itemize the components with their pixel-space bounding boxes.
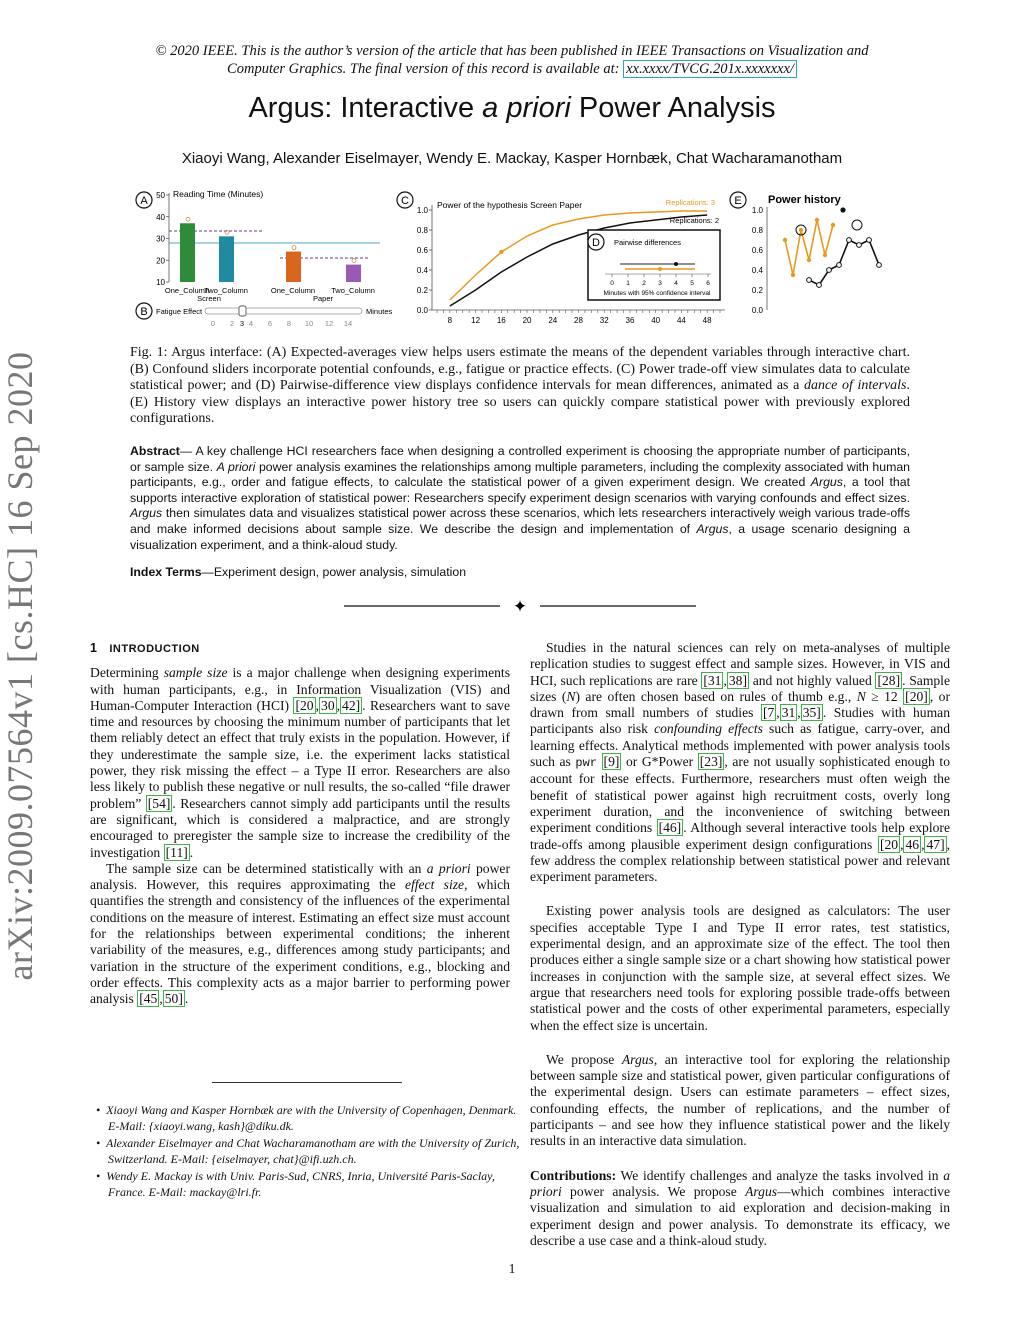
text: and not highly valued [749,672,876,688]
replications-2-label: Replications: 2 [669,216,719,225]
index-terms [130,565,910,579]
text: Determining [90,665,164,681]
history-point-orange [831,223,835,227]
citation-35[interactable]: 35] [802,705,821,721]
history-point-orange [823,253,827,257]
emphasis: Argus [621,1051,654,1067]
index-terms-label: Index Terms [130,565,202,579]
citation-23[interactable]: [23] [699,754,723,770]
left-column [90,640,510,1008]
page-number: 1 [508,1262,516,1277]
d-tick-label: 4 [674,280,678,287]
y-tick-label: 0.6 [751,246,763,255]
history-point-orange [799,228,803,232]
emphasis: a priori [426,860,471,876]
author-list: Xiaoyi Wang, Alexander Eiselmayer, Wendy E. Mackay, Kasper Hornbæk, Chat Wacharamanotham [181,150,843,167]
y-tick-label: 30 [156,234,165,244]
panel-a-group-paper: Paper [312,294,334,303]
slider-tick: 4 [248,319,254,328]
history-point-black [877,263,882,268]
history-point-black [827,268,832,273]
footnote: • Alexander Eiselmayer and Chat Wacharamanotham are with the University of Zurich, Switzerland. E-Mail: {eiselmayer, chat}@ifi.uzh.ch. [96,1136,520,1166]
panel-c-letter: C [401,195,409,207]
abstract [130,444,910,553]
history-point-orange [815,218,819,222]
abstract-emphasis: Argus [696,521,729,536]
slider-tick-selected: 3 [239,319,245,328]
panel-b-letter: B [140,306,148,318]
panel-e-title: Power history [768,194,841,206]
panel-e-letter: E [734,195,742,207]
footnote-rule [212,1082,402,1083]
citation-31[interactable]: [31 [703,672,722,688]
replications-3-label: Replications: 3 [665,198,715,207]
citation-20[interactable]: [20 [295,697,314,713]
paper-title [0,92,1024,125]
y-tick-label: 40 [156,212,165,222]
citation-30[interactable]: 30 [321,697,335,713]
text: ) are often chosen based on rules of thumb e.g., [575,688,857,704]
panel-d-title: Pairwise differences [614,238,681,247]
text: The sample size can be determined statistically with an [106,860,427,876]
abstract-text: power analysis examines the relationships among multiple parameters, including the complexity associated with human participants, e.g., order and fatigue effects, to calculate the statistical power of a given experiment design. We created [130,459,911,490]
panel-a-cat-1: One_Column [164,286,210,295]
panel-e-lines [783,207,882,287]
intro-paragraph-1: Determining sample size is a major challenge when designing experiments with human participants, e.g., in Information Visualization (VIS) and Human-Computer Interaction (HCI) [20 , 30 , 42] . Researchers want to save time and resources by choosing the minimum number of participants that let them reliably detect an effect that truly exists in the population. However, if they underestimate the sample size, i.e. the experiment lacks statistical power, they risk missing the effect – a Type II error. Researchers are also less likely to publish these negative or null results, the so-called “file drawer problem” [54] . Researchers cannot simply add participants until the results are significant, which is considered a malpractice, and are strongly encouraged to preregister the sample size to increase the credibility of the investigation [11] . [90,665,511,860]
arxiv-stamp: arXiv:2009.07564v1 [cs.HC] 16 Sep 2020 [0,351,40,981]
copyright-line-1: © 2020 IEEE. This is the author’s version of the article that has been published in IEEE Transactions on Visualization and [155,43,869,59]
panel-a-cat-4: Two_Column [331,286,375,295]
slider-ticks [211,319,352,328]
history-point-orange [783,238,787,242]
text: such as fatigue, carry-over, and learning effects. Analytical methods implemented with power analysis tools such as [530,721,950,770]
text: is a major challenge when designing experiments with human participants, e.g., in Information Visualization (VIS) and Human-Computer Interaction (HCI) [90,665,510,713]
citation-46[interactable]: 46 [905,836,920,852]
fatigue-effect-label: Fatigue Effect [156,307,203,316]
panel-c-x-ticks [437,310,720,325]
panel-c-title: Power of the hypothesis Screen Paper [437,200,583,210]
text: Studies in the natural sciences can rely on meta-analyses of multiple replication studies to suggest effect and sample sizes. However, in VIS and HCI, such replications are rare [530,640,950,688]
history-line-black [809,240,879,285]
section-heading [90,640,510,657]
footnote-text: Wendy E. Mackay is with Univ. Paris-Sud, CNRS, Inria, Université Paris-Saclay, France. E-Mail: mackay@lri.fr. [106,1169,495,1199]
text: . Researchers cannot simply add participants until the results are significant, which is considered a malpractice, and are strongly encouraged to preregister the sample size to increase the credibility of the investigation [90,795,511,860]
citation-31[interactable]: 31 [781,705,796,721]
panel-a-expected-averages [136,189,380,303]
history-point-black [807,278,812,283]
slider-tick: 2 [229,319,235,328]
d-tick-label: 5 [690,280,694,287]
bar-3 [286,252,301,282]
panel-a-group-screen: Screen [197,294,221,303]
copyright-line-2: Computer Graphics. The final version of this record is available at: [227,61,620,77]
x-tick-label: 28 [574,316,583,325]
history-point-black [847,238,852,243]
minutes-label: Minutes [366,307,393,316]
citation-50[interactable]: 50] [164,991,183,1007]
emphasis: a priori [530,1167,950,1199]
panel-a-letter: A [140,195,148,207]
panel-a-bars [180,217,361,282]
citation-47[interactable]: 47] [926,836,945,852]
text: . Although several interactive tools help explore trade-offs among plausible experiment design configurations [530,820,950,852]
citation-20[interactable]: [20 [879,836,899,852]
history-point-black [817,283,822,288]
text: ≥ 12 [865,688,904,704]
text: . Sample sizes ( [530,672,950,704]
x-tick-label: 36 [625,316,635,325]
bar-handle-icon [352,259,356,263]
panel-a-cat-3: One_Column [270,286,316,295]
fatigue-slider-handle[interactable] [239,306,246,316]
y-tick-label: 0.0 [751,306,763,315]
contributions-paragraph [530,1168,950,1249]
y-tick-label: 0.4 [416,266,428,275]
y-tick-label: 50 [156,191,165,200]
citation-42[interactable]: 42] [342,697,361,713]
d-tick-label: 1 [626,280,630,287]
d-tick-label: 2 [642,280,646,287]
x-tick-label: 12 [471,316,481,325]
y-tick-label: 1.0 [751,206,763,215]
footnotes [90,1103,520,1202]
text: We identify challenges and analyze the tasks involved in [616,1167,944,1183]
section-title: INTRODUCTION [109,643,200,655]
contributions-label: Contributions: [530,1167,617,1183]
text: . [184,991,189,1007]
caption-text: Argus interface: (A) Expected-averages view helps users estimate the means of the dependent variables through interactive chart. (B) Confound sliders incorporate potential confounds, e.g., fatigue or practice effects. (C) Power trade-off view simulates data to calculate statistical power; and (D) Pairwise-difference view displays confidence intervals for mean differences, animated as a [130,345,910,394]
abstract-text: , a tool that supports interactive exploration of statistical power: Researchers specify experiment design scenarios with varying confounds and effect sizes. [130,475,910,505]
citation-54[interactable]: [54] [147,795,171,811]
d-tick-label: 0 [610,280,614,287]
y-tick-label: 10 [156,278,165,287]
panel-c-y-ticks [417,206,432,315]
footnote-text: Alexander Eiselmayer and Chat Wacharamanotham are with the University of Zurich, Switzerland. E-Mail: {eiselmayer, chat}@ifi.uzh.ch. [105,1136,520,1166]
title-part-end: Power Analysis [570,92,776,124]
panel-a-y-ticks [156,191,169,287]
y-tick-label: 0.2 [416,286,428,295]
y-tick-label: 0.4 [751,266,763,275]
slider-tick: 8 [286,319,292,328]
d-tick-label: 6 [706,280,710,287]
ci-point-dark [674,262,678,266]
abstract-emphasis: Argus [130,506,163,521]
slider-tick: 14 [343,319,353,328]
doi-link[interactable]: xx.xxxx/TVCG.201x.xxxxxxx/ [623,60,797,78]
x-tick-label: 44 [676,316,686,325]
emphasis: confounding effects [654,721,763,737]
citation-38[interactable]: 38] [728,672,747,688]
y-tick-label: 0.8 [751,226,763,235]
x-tick-label: 24 [548,316,558,325]
panel-a-title: Reading Time (Minutes) [173,189,264,199]
bar-handle-icon [186,217,190,221]
d-tick-label: 3 [658,280,662,287]
title-emphasis: a priori [482,92,571,124]
history-point-current [840,207,845,212]
y-tick-label: 1.0 [416,206,428,215]
text: . Studies with human participants also risk [530,705,951,737]
citation-46[interactable]: [46] [658,820,682,836]
citation-20[interactable]: [20] [905,688,928,704]
panel-e-power-history [730,192,881,315]
divider-diamond-icon: ✦ [512,597,528,616]
history-point-orange [791,273,795,277]
slider-tick: 0 [210,319,216,328]
copyright-notice [0,42,1024,78]
abstract-emphasis: Argus [810,475,843,490]
emphasis: effect size [404,877,465,893]
text: . [189,844,194,860]
text: We propose [546,1051,622,1067]
emphasis: Argus [745,1183,778,1199]
citation-45[interactable]: [45 [139,991,158,1007]
citation-11[interactable]: [11] [165,844,188,860]
abstract-text: — A key challenge HCI researchers face when designing a controlled experiment is choosing the appropriate number of participants, or sample size. [130,444,910,474]
panel-d-pairwise [588,230,720,300]
text: . Researchers want to save time and resources by choosing the minimum number of participants that let them reliably detect an effect that truly exists in the population. However, if they underestimate the sample size, i.e. the experiment lacks statistical power, they risk missing the effect – a Type II error. Researchers are also less likely to publish these negative or null results, the so-called “file drawer problem” [90,697,510,811]
panel-d-axis-label: Minutes with 95% confidence interval [603,290,711,297]
y-tick-label: 20 [156,256,165,266]
history-point-black [857,243,862,248]
bar-handle-icon [292,246,296,250]
text: power analysis. We propose [561,1183,746,1199]
citation-7[interactable]: [7 [762,705,775,721]
title-part: Argus: Interactive [248,92,483,124]
text: —which combines interactive visualization and simulation to aid exploration and decision-making in experiment design and power analysis. To demonstrate its efficacy, we describe a use case and a think-aloud study. [530,1183,950,1248]
bar-2 [219,236,234,282]
history-point-black [837,263,842,268]
x-tick-label: 32 [599,316,609,325]
panel-a-cat-2: Two_Column [204,286,248,295]
text: , which quantifies the strength and consistency of the influences of the experimental conditions on the measure of interest. Estimating an effect size must account for the relationships between experimental conditions; the inherent variability of the measures, e.g., differences among study participants; and variation in the structure of the experiment conditions, e.g., blocking and order effects. This complexity acts as a major barrier to performing power analysis [90,877,510,1007]
ci-point-orange [658,267,662,271]
x-tick-label: 48 [702,316,712,325]
section-number: 1 [90,641,98,655]
intro-paragraph-2: The sample size can be determined statistically with an a priori power analysis. However, this requires approximating the effect size, which quantifies the strength and consistency of the influences of the experimental conditions on the measure of interest. Estimating an effect size must account for the relationships between experimental conditions; the inherent variability of the measures, e.g., differences among study participants; and variation in the structure of the experiment conditions, e.g., blocking and order effects. This complexity acts as a major barrier to performing power analysis [45 , 50] . [90,860,510,1007]
citation-9[interactable]: [9] [603,754,620,770]
text: , or drawn from small numbers of studies [530,688,950,721]
panel-e-y-ticks [752,206,764,315]
selected-point [499,250,503,254]
history-selected-ring [852,220,862,230]
footnote: • Xiaoyi Wang and Kasper Hornbæk are with the University of Copenhagen, Denmark. E-Mail: {xiaoyi.wang, kash}@diku.dk. [96,1103,517,1133]
caption-emphasis: dance of intervals [803,378,907,394]
emphasis: sample size [163,665,228,681]
citation-28[interactable]: [28] [877,672,901,688]
slider-tick: 10 [304,319,314,328]
abstract-emphasis: A priori [216,459,256,474]
panel-b-confound-slider [136,303,393,328]
bar-1 [180,223,195,282]
emphasis: N [856,688,866,704]
code-pwr: pwr [575,756,597,771]
footnote: • Wendy E. Mackay is with Univ. Paris-Sud, CNRS, Inria, Université Paris-Saclay, France. E-Mail: mackay@lri.fr. [96,1169,495,1199]
bar-4 [346,265,361,282]
fatigue-slider-track[interactable] [205,308,362,314]
x-tick-label: 8 [447,316,453,325]
right-paragraph-3 [530,1052,950,1150]
text: or G*Power [621,754,698,770]
y-tick-label: 0.6 [416,246,428,255]
x-tick-label: 20 [522,316,532,325]
footnote-text: Xiaoyi Wang and Kasper Hornbæk are with the University of Copenhagen, Denmark. E-Mail: {xiaoyi.wang, kash}@diku.dk. [106,1103,517,1133]
text: , few address the complex relationship between statistical power and relevant experiment parameters. [530,836,950,885]
text: power analysis. However, this requires approximating the [90,860,510,893]
y-tick-label: 0.0 [416,306,428,315]
text: , are not usually sophisticated enough to account for these effects. Furthermore, researchers must often weigh the benefit of statistical power against high recruitment costs, overly long experiment duration, and the inconvenience of switching between experiment conditions [530,754,950,836]
history-line-orange [785,220,833,275]
x-tick-label: 40 [651,316,661,325]
slider-tick: 6 [267,319,273,328]
y-tick-label: 0.2 [751,286,763,295]
right-paragraph-2: Existing power analysis tools are designed as calculators: The user specifies acceptable Type I and Type II error rates, test statistics, experimental design, and an approximate size of the effect. The tool then produces either a single sample size or a chart showing how statistical power increases in conjunction with the sample size, at several effect sizes. We argue that researchers need tools for exploring possible trade-offs between statistical power and the costs of other experimental parameters, especially when the effect size is uncertain. [530,903,950,1033]
caption-text-end: . (E) History view displays an interactive power history tree so users can quickly compare statistical power with previously explored configurations. [130,378,910,427]
y-tick-label: 0.8 [416,226,428,235]
section-divider [340,596,700,616]
caption-label: Fig. 1: [130,345,168,360]
slider-tick: 12 [324,319,334,328]
abstract-text: then simulates data and visualizes statistical power across these scenarios, which lets researchers interactively weigh various trade-offs and make informed decisions about sample size. We describe the design and implementation of [130,506,910,536]
emphasis: N [566,688,576,704]
figure-caption [130,345,910,428]
index-terms-text: —Experiment design, power analysis, simulation [201,565,467,579]
abstract-text: , a usage scenario designing a visualization experiment, and a think-aloud study. [130,521,910,552]
history-point-black [867,238,872,243]
right-column [530,640,950,1249]
abstract-label: Abstract [130,444,180,458]
text: , an interactive tool for exploring the relationship between sample size and statistical power, given particular configurations of the experimental design. Users can estimate parameters – effect sizes, confounding effects, the number of replications, and the number of participants – and see how they influence statistical power and the likely results in an interactive data simulation. [530,1051,950,1149]
right-paragraph-1: Studies in the natural sciences can rely on meta-analyses of multiple replication studies to suggest effect and sample sizes. However, in VIS and HCI, such replications are rare [31 , 38] and not highly valued [28] . Sample sizes (N) are often chosen based on rules of thumb e.g., N ≥ 12 [20] , or drawn from small numbers of studies [7 , 31 , 35] . Studies with human participants also risk confounding effects such as fatigue, carry-over, and learning effects. Analytical methods implemented with power analysis tools such as pwr [9] or G*Power [23] , are not usually sophisticated enough to account for these effects. Furthermore, researchers must often weigh the benefit of statistical power against high recruitment costs, overly long experiment duration, and the inconvenience of switching between experiment conditions [46] . Although several interactive tools help explore trade-offs among plausible experiment design configurations [20 , 46 , 47] , few address the complex relationship between statistical power and relevant experiment parameters. [530,640,951,885]
figure-1 [125,185,915,335]
panel-d-letter: D [592,237,600,249]
history-point-orange [807,258,811,262]
x-tick-label: 16 [496,316,506,325]
